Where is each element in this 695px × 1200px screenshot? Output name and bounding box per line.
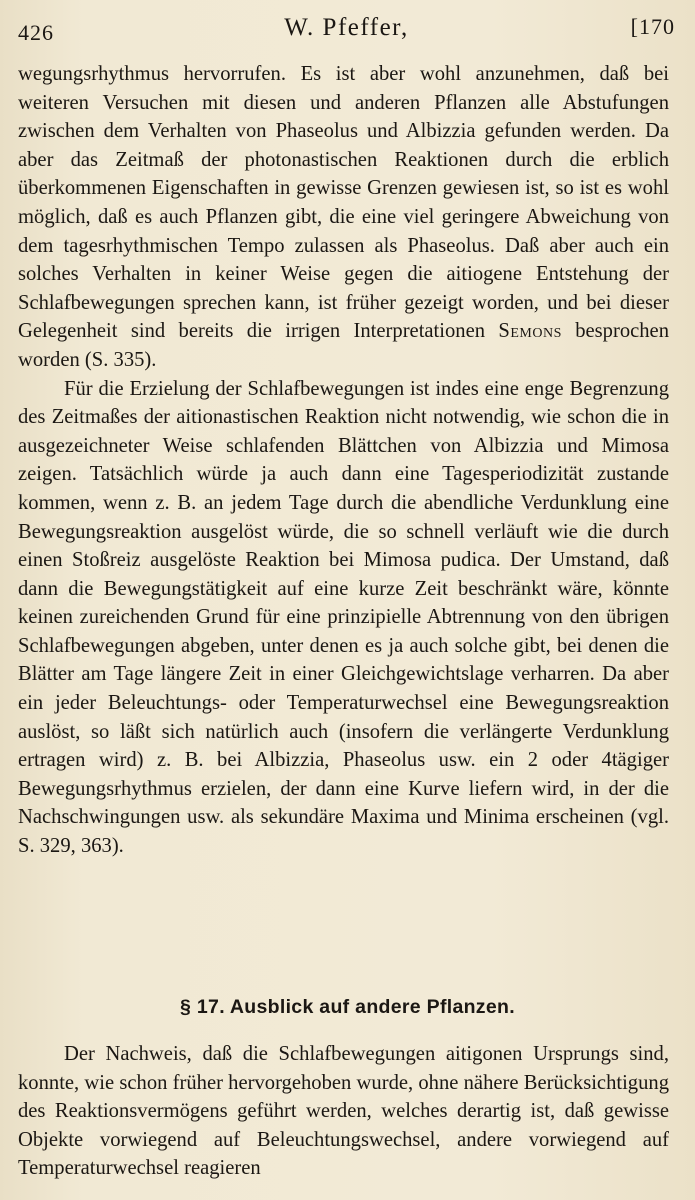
section-paragraph: Der Nachweis, daß die Schlafbewegungen aitigonen Ursprungs sind, konnte, wie schon früher hervorgehoben wurde, ohne nähere Berücksichtigung des Reaktionsvermögens geführt werden, welches derartig ist, daß gewisse Objekte vorwiegend auf Beleuchtungswechsel, andere vorwiegend auf Temperaturwechsel reagieren	[18, 1043, 669, 1180]
paragraph: Für die Erzielung der Schlafbewegungen ist indes eine enge Begrenzung des Zeitmaßes der aitionastischen Reaktion nicht notwendig, wie schon die in ausgezeichneter Weise schlafenden Blättchen von Albizzia und Mimosa zeigen. Tatsächlich würde ja auch dann eine Tagesperiodizität zustande kommen, wenn z. B. an jedem Tage durch die abendliche Verdunklung eine Bewegungsreaktion ausgelöst würde, die so schnell verläuft wie die durch einen Stoßreiz ausgelöste Reaktion bei Mimosa pudica. Der Umstand, daß dann die Bewegungstätigkeit auf eine kurze Zeit beschränkt wäre, könnte keinen zureichenden Grund für eine prinzipielle Abtrennung von den übrigen Schlafbewegungen abgeben, unter denen es ja auch solche gibt, bei denen die Blätter am Tage längere Zeit in einer Gleichgewichtslage verharren. Da aber ein jeder Beleuchtungs- oder Temperaturwechsel eine Bewegungsreaktion auslöst, so läßt sich natürlich auch (insofern die verlängerte Verdunklung ertragen wird) z. B. bei Albizzia, Phaseolus usw. ein 2 oder 4tägiger Bewegungsrhythmus erzielen, der dann eine Kurve liefern wird, in der die Nachschwingungen usw. als sekundäre Maxima und Minima erscheinen (vgl. S. 329, 363).	[18, 377, 669, 858]
paragraph-continuation	[18, 60, 669, 375]
section-reference: [170	[630, 14, 675, 39]
page-number: 426	[18, 20, 54, 45]
body-text-top	[18, 60, 669, 861]
section-heading: § 17. Ausblick auf andere Pflanzen.	[180, 996, 515, 1018]
body-text-bottom	[18, 1040, 669, 1183]
author-name-small-caps: Semons	[498, 320, 562, 343]
running-head-author: W. Pfeffer,	[284, 14, 409, 41]
paragraph-text-end: besprochen worden (S. 335).	[18, 320, 669, 371]
paragraph-text: wegungsrhythmus hervorrufen. Es ist aber wohl anzunehmen, daß bei weiteren Versuchen mit diesen und anderen Pflanzen alle Abstufungen zwischen dem Verhalten von Phaseolus und Albizzia gefunden werden. Da aber das Zeitmaß der photonastischen Reaktionen durch die erblich überkommenen Eigenschaften in gewisse Grenzen gewiesen ist, so ist es wohl möglich, daß es auch Pflanzen gibt, die eine viel geringere Abweichung von dem tagesrhythmischen Tempo zulassen als Phaseolus. Daß aber auch ein solches Verhalten in keiner Weise gegen die aitiogene Entstehung der Schlafbewegungen sprechen kann, ist früher gezeigt worden, und bei dieser Gelegenheit sind bereits die irrigen Interpretationen	[18, 63, 669, 343]
running-header	[18, 8, 675, 48]
